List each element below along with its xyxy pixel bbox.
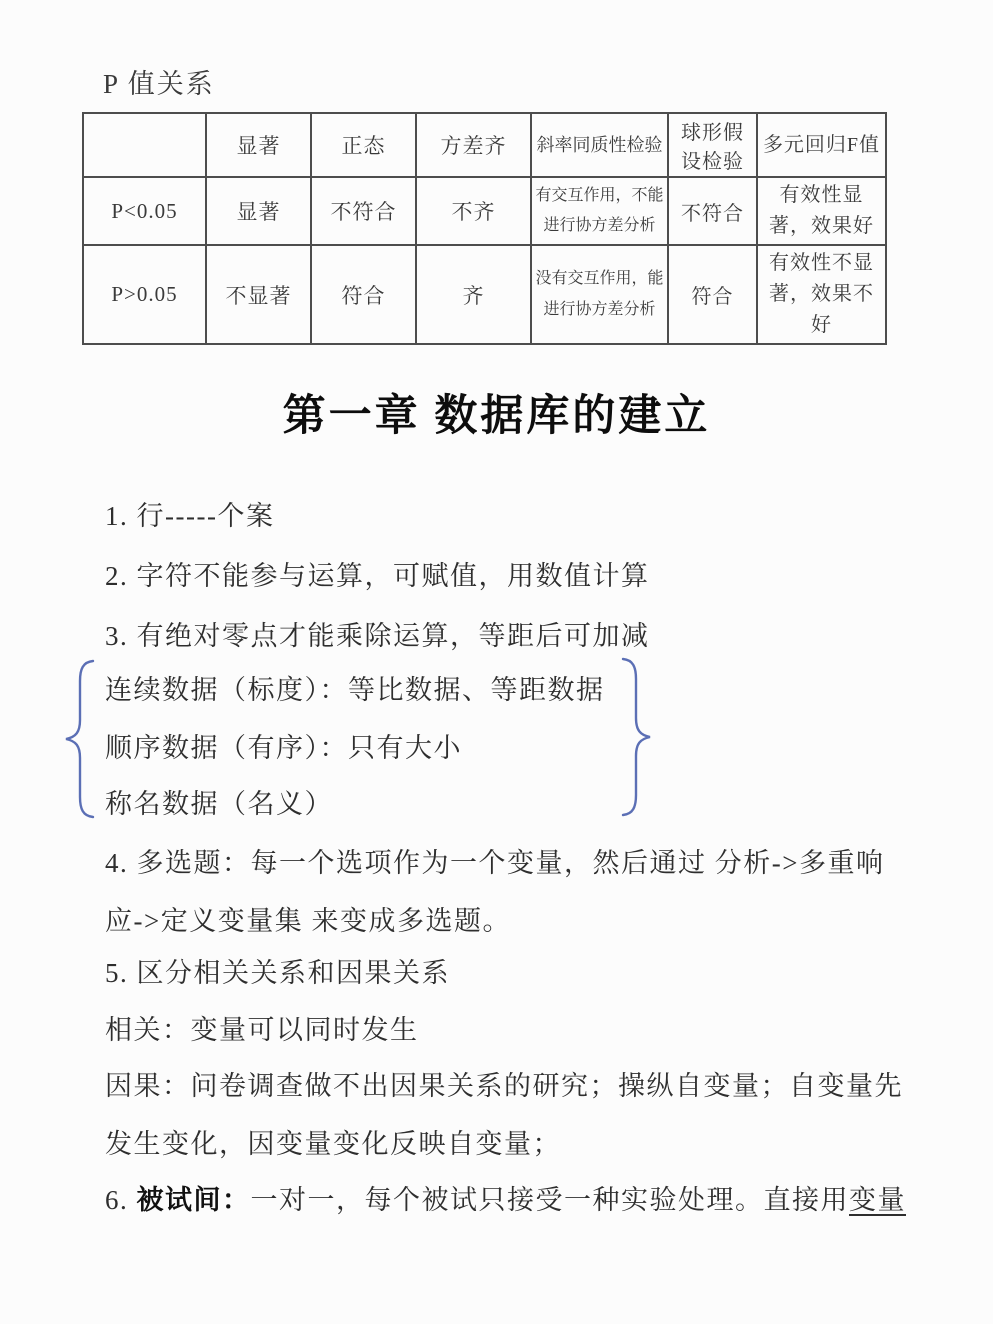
note-line-3: 3. 有绝对零点才能乘除运算，等距后可加减 bbox=[105, 621, 650, 651]
left-brace-icon bbox=[62, 658, 100, 820]
causation-line-2: 发生变化，因变量变化反映自变量； bbox=[105, 1129, 561, 1159]
table-cell: 不符合 bbox=[311, 177, 416, 245]
note-line-6 bbox=[105, 1178, 906, 1217]
table-cell: 有效性显著，效果好 bbox=[757, 177, 886, 245]
table-cell: 不符合 bbox=[668, 177, 757, 245]
note-line-4b: 应->定义变量集 来变成多选题。 bbox=[105, 906, 511, 936]
correlation-line: 相关：变量可以同时发生 bbox=[105, 1015, 419, 1045]
table-header-cell bbox=[83, 113, 206, 177]
note-6-text: 一对一，每个被试只接受一种实验处理。直接用 bbox=[250, 1185, 849, 1215]
table-cell: 有交互作用，不能进行协方差分析 bbox=[531, 177, 668, 245]
table-cell: P>0.05 bbox=[83, 245, 206, 344]
table-header-cell: 方差齐 bbox=[416, 113, 531, 177]
table-header-cell: 球形假设检验 bbox=[668, 113, 757, 177]
table-header-cell: 显著 bbox=[206, 113, 311, 177]
right-brace-icon bbox=[616, 656, 654, 818]
table-cell: P<0.05 bbox=[83, 177, 206, 245]
note-6-underlined-term: 变量 bbox=[849, 1185, 906, 1215]
causation-line-1: 因果：问卷调查做不出因果关系的研究；操纵自变量；自变量先 bbox=[105, 1071, 903, 1101]
table-row bbox=[83, 177, 886, 245]
table-cell: 符合 bbox=[668, 245, 757, 344]
table-cell: 没有交互作用，能进行协方差分析 bbox=[531, 245, 668, 344]
note-6-number: 6. bbox=[105, 1185, 137, 1215]
table-cell: 不显著 bbox=[206, 245, 311, 344]
p-value-table bbox=[82, 112, 887, 345]
scale-data-line: 连续数据（标度）：等比数据、等距数据 bbox=[105, 675, 605, 705]
table-cell: 不齐 bbox=[416, 177, 531, 245]
table-cell: 有效性不显著，效果不好 bbox=[757, 245, 886, 344]
table-header-cell: 多元回归F值 bbox=[757, 113, 886, 177]
table-header-cell: 斜率同质性检验 bbox=[531, 113, 668, 177]
nominal-data-line: 称名数据（名义） bbox=[105, 789, 333, 819]
ordinal-data-line: 顺序数据（有序）：只有大小 bbox=[105, 733, 462, 763]
note-6-bold-term: 被试间： bbox=[136, 1185, 251, 1215]
table-header-cell: 正态 bbox=[311, 113, 416, 177]
table-cell: 符合 bbox=[311, 245, 416, 344]
note-line-1: 1. 行-----个案 bbox=[105, 501, 275, 531]
table-cell: 齐 bbox=[416, 245, 531, 344]
chapter-title: 第一章 数据库的建立 bbox=[282, 393, 711, 440]
note-line-5: 5. 区分相关关系和因果关系 bbox=[105, 958, 450, 988]
p-value-section-label: P 值关系 bbox=[103, 69, 215, 99]
table-row bbox=[83, 245, 886, 344]
table-header-row bbox=[83, 113, 886, 177]
note-line-4a: 4. 多选题：每一个选项作为一个变量，然后通过 分析->多重响 bbox=[105, 848, 885, 878]
note-line-2: 2. 字符不能参与运算，可赋值，用数值计算 bbox=[105, 561, 650, 591]
table-cell: 显著 bbox=[206, 177, 311, 245]
